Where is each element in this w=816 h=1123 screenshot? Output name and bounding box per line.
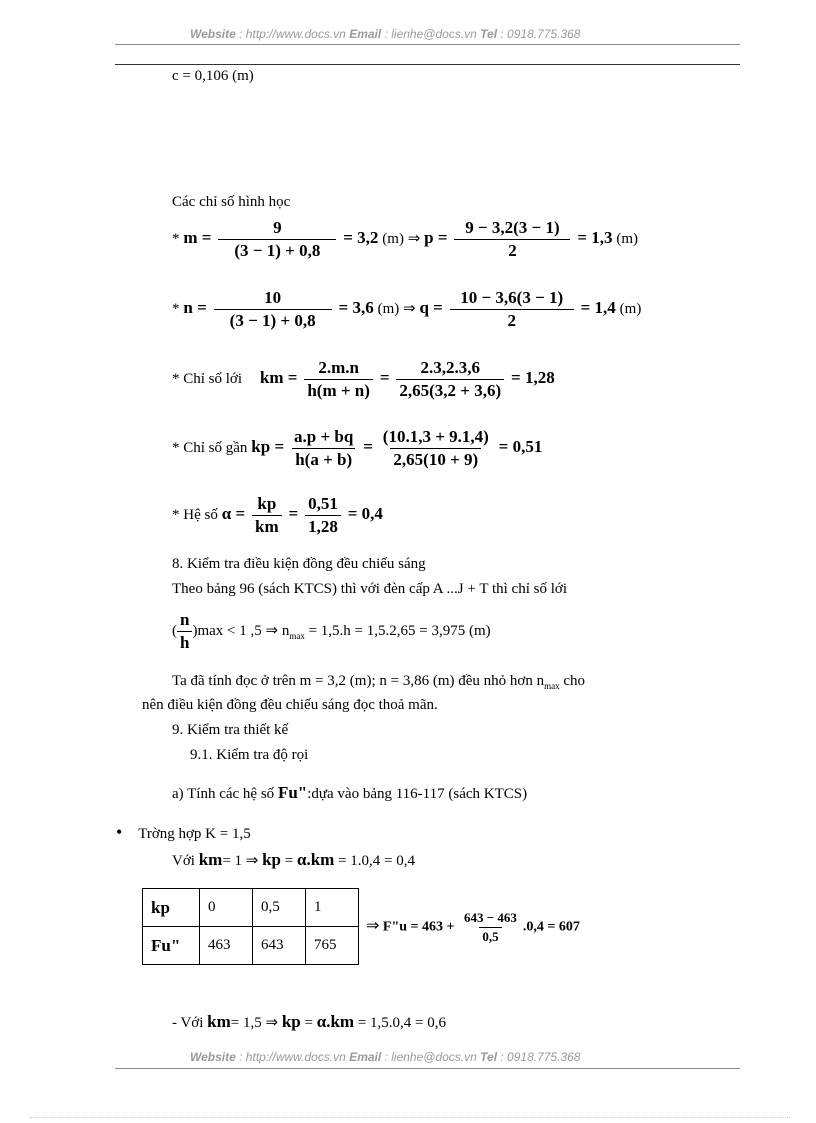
top-line: c = 0,106 (m)	[172, 68, 254, 84]
table-row	[143, 927, 359, 965]
email-value[interactable]: : lienhe@docs.vn	[384, 27, 477, 41]
n-over-h: $\frac{n}{h}$	[177, 610, 192, 653]
km-lhs: km =	[259, 368, 298, 388]
n-lhs: n =	[183, 298, 207, 318]
ratio-line: ( $\frac{n}{h}$ )max < 1 ,5 ⇒ $n_{max} = 1,5.h = 1,5.2,65 = 3,975$ (m)	[172, 610, 491, 652]
n-formula: * n = $\frac{10}{(3 - 1) + 0,8}$ = 3,6 (m) ⇒ q = $\frac{10 - 3,6(3 - 1)}{2}$ = 1,4 (m)	[172, 288, 642, 330]
tel-label: Tel	[480, 27, 498, 41]
kp-formula: * Chỉ số gần kp = $\frac{a.p + bq}{h(a + b)}$ = $\frac{(10.1,3 + 9.1,4)}{2,65(10 + 9)}$ = 0,51	[172, 427, 543, 469]
table-cell: 0,5	[253, 889, 306, 927]
table-cell: kp	[143, 889, 200, 927]
m-lhs: m =	[183, 228, 212, 248]
paragraph-line-2: nên điều kiện đồng đều chiếu sáng đọc thoả mãn.	[142, 697, 438, 713]
km-formula: * Chỉ số lới km = $\frac{2.m.n}{h(m + n)}$ = $\frac{2.3,2.3,6}{2,65(3,2 + 3,6)}$ = 1,28	[172, 358, 555, 400]
table-cell: 765	[306, 927, 359, 965]
alpha-formula: * Hệ số α = $\frac{kp}{km}$ = $\frac{0,51}{1,28}$ = 0,4	[172, 494, 383, 536]
n-fraction: $\frac{10}{(3 - 1) + 0,8}$	[214, 288, 332, 331]
with-line: Với km= 1 ⇒ kp = α.km = 1.0,4 = 0,4	[172, 850, 416, 869]
table-cell: Fu"	[143, 927, 200, 965]
item-a: a) Tính các hệ số Fu":dựa vào bảng 116-117 (sách KTCS)	[172, 783, 528, 802]
tel-value: : 0918.775.368	[500, 27, 581, 41]
p-lhs: p =	[424, 228, 448, 248]
header-rule	[115, 44, 740, 45]
footer-contact: Website : http://www.docs.vn Email : lienhe@docs.vn Tel : 0918.775.368	[190, 1050, 581, 1064]
header-rule-2	[115, 64, 740, 65]
bullet-icon: •	[116, 822, 123, 842]
with-line-2: - Với km= 1,5 ⇒ kp = α.km = 1,5.0,4 = 0,6	[172, 1012, 446, 1031]
section9-title: 9. Kiểm tra thiết kế	[172, 722, 289, 738]
case-line: • Trờng hợp K = 1,5	[116, 822, 251, 842]
page-edge	[30, 1117, 790, 1118]
table-cell: 1	[306, 889, 359, 927]
table-cell: 0	[200, 889, 253, 927]
section91-title: 9.1. Kiểm tra độ rọi	[190, 747, 309, 763]
section8-text: Theo bảng 96 (sách KTCS) thì với đèn cấp A ...J + T thì chỉ số lới	[172, 581, 567, 597]
m-fraction: $\frac{9}{(3 - 1) + 0,8}$	[218, 218, 336, 261]
website-value[interactable]: : http://www.docs.vn	[239, 27, 346, 41]
table-row	[143, 889, 359, 927]
header-contact	[190, 27, 580, 41]
kp-fu-table	[142, 888, 359, 965]
section8-title: 8. Kiểm tra điều kiện đồng đều chiếu sáng	[172, 556, 426, 572]
email-label: Email	[349, 27, 382, 41]
table-cell: 643	[253, 927, 306, 965]
website-label: Website	[190, 27, 236, 41]
q-lhs: q =	[419, 298, 443, 318]
m-formula: * m = $\frac{9}{(3 - 1) + 0,8}$ = 3,2 (m) ⇒ p = $\frac{9 - 3,2(3 - 1)}{2}$ = 1,3 (m)	[172, 218, 639, 260]
kp-lhs: kp =	[251, 437, 285, 457]
p-fraction: $\frac{9 - 3,2(3 - 1)}{2}$	[454, 218, 570, 261]
table-result: ⇒ F"u = 463 + $\frac{643 - 463}{0,5}$ .0,4 = 607	[366, 910, 580, 944]
table-cell: 463	[200, 927, 253, 965]
alpha-lhs: α =	[221, 504, 246, 524]
q-fraction: $\frac{10 - 3,6(3 - 1)}{2}$	[450, 288, 574, 331]
fu-symbol: Fu"	[277, 783, 308, 802]
paragraph-line-1: Ta đã tính đọc ở trên m = 3,2 (m); n = 3,86 (m) đều nhỏ hơn $n_{max}$ cho	[172, 673, 586, 691]
geometry-title: Các chỉ số hình học	[172, 194, 291, 210]
footer-rule	[115, 1068, 740, 1069]
